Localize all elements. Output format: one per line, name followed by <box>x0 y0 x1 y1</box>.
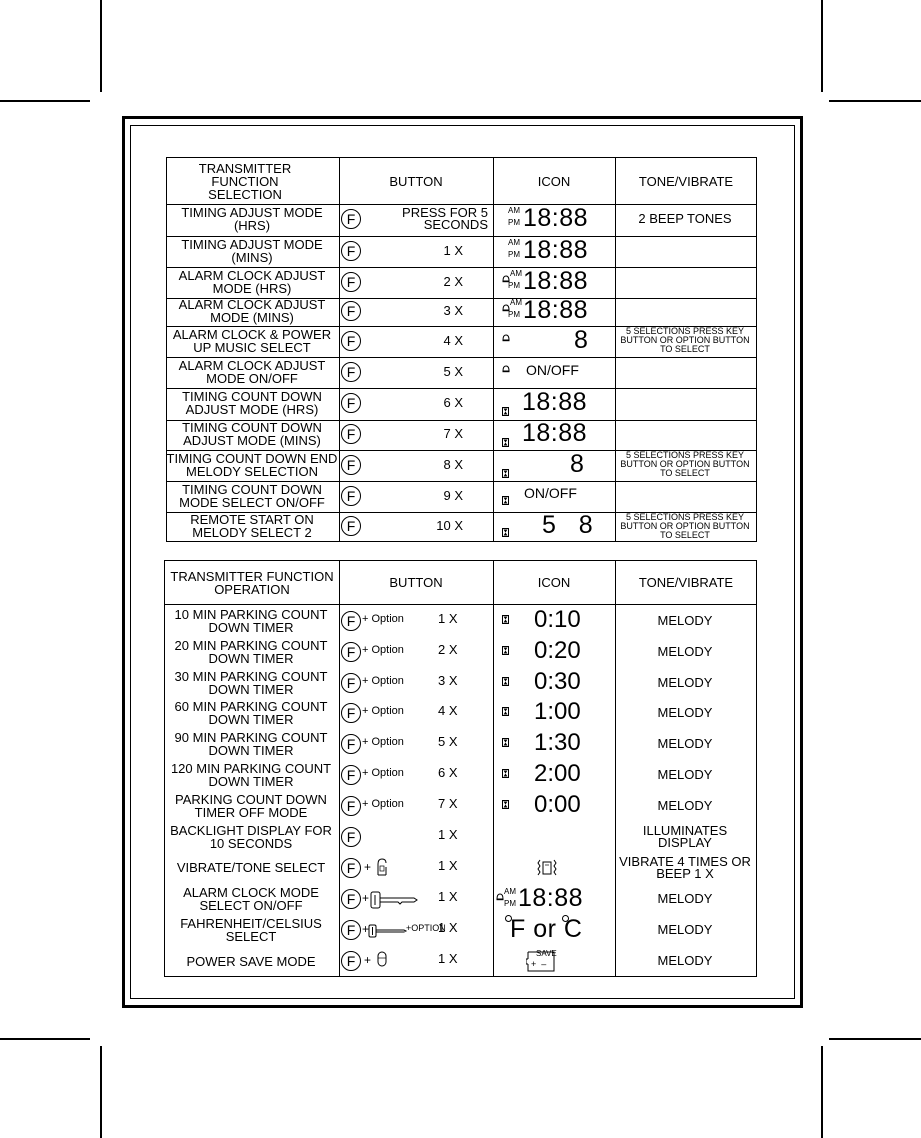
function-label: ALARM CLOCK ADJUST MODE (MINS) <box>178 297 326 325</box>
option-button-label: + Option <box>362 644 404 656</box>
option-button-label: + Option <box>362 613 404 625</box>
f-button-icon: F <box>341 642 361 662</box>
am-indicator: AM <box>510 268 522 278</box>
tone-text <box>614 419 756 449</box>
option-button-label: + Option <box>362 675 404 687</box>
hourglass-icon <box>502 642 509 651</box>
tone-text <box>614 356 756 387</box>
degree-symbol <box>505 915 512 922</box>
am-indicator: AM <box>508 237 520 247</box>
pm-indicator: PM <box>508 310 520 319</box>
function-label: PARKING COUNT DOWN TIMER OFF MODE <box>175 791 327 820</box>
header-button: BUTTON <box>389 575 443 590</box>
plus-sign: + <box>364 953 372 967</box>
f-button-icon: F <box>341 673 361 693</box>
f-button-icon: F <box>341 209 361 229</box>
digit-display: 8 <box>570 449 585 478</box>
f-button-icon: F <box>341 734 361 754</box>
plus-sign: + <box>362 921 370 936</box>
function-label: 20 MIN PARKING COUNT DOWN TIMER <box>174 638 328 666</box>
on-off-display: ON/OFF <box>526 361 579 378</box>
function-label: REMOTE START ON MELODY SELECT 2 <box>190 512 314 540</box>
press-count: 4 X <box>443 332 463 348</box>
plus-sign: + <box>364 859 372 874</box>
hourglass-icon <box>502 734 509 743</box>
digit-display: 8 <box>574 325 589 354</box>
f-button-icon: F <box>341 951 361 971</box>
header-button: BUTTON <box>389 173 443 189</box>
clock-digits: 18:88 <box>522 388 588 416</box>
alarm-bell-icon <box>502 270 510 278</box>
option-button-label: +OPTION <box>406 922 446 933</box>
clock-digits: 1:30 <box>534 728 581 756</box>
tone-text: MELODY <box>657 890 713 906</box>
press-count: 1 X <box>438 857 458 873</box>
header-icon: ICON <box>537 173 571 189</box>
hourglass-icon <box>502 434 509 443</box>
function-label: TIMING COUNT DOWN MODE SELECT ON/OFF <box>179 481 325 510</box>
tone-text: ILLUMINATES DISPLAY <box>642 822 728 850</box>
function-label: TIMING ADJUST MODE (HRS) <box>181 205 323 233</box>
clock-digits: 18:88 <box>522 419 588 447</box>
vibrate-key-icon <box>377 858 387 876</box>
f-button-icon: F <box>341 827 361 847</box>
hourglass-icon <box>502 703 509 712</box>
press-count: 1 X <box>438 826 458 842</box>
hourglass-icon <box>502 403 509 412</box>
tone-text: VIBRATE 4 TIMES OR BEEP 1 X <box>619 853 751 881</box>
hourglass-icon <box>502 673 509 682</box>
tone-text: MELODY <box>657 705 713 720</box>
f-button-icon: F <box>341 455 361 475</box>
f-button-icon: F <box>341 301 361 321</box>
hourglass-icon <box>502 765 509 774</box>
am-indicator: AM <box>510 298 522 307</box>
f-button-icon: F <box>341 703 361 723</box>
f-button-icon: F <box>341 516 361 536</box>
tone-text: MELODY <box>657 921 713 937</box>
alarm-bell-icon <box>502 299 510 307</box>
header-function: TRANSMITTER FUNCTION OPERATION <box>170 568 334 597</box>
function-label: TIMING ADJUST MODE (MINS) <box>181 236 323 265</box>
pm-indicator: PM <box>508 218 520 227</box>
f-button-icon: F <box>341 331 361 351</box>
press-count: 4 X <box>438 703 458 718</box>
temperature-unit-display: F or C <box>510 914 583 943</box>
function-label: 30 MIN PARKING COUNT DOWN TIMER <box>174 669 328 697</box>
save-label: SAVE <box>536 949 557 958</box>
function-label: FAHRENHEIT/CELSIUS SELECT <box>180 915 322 944</box>
tone-text: MELODY <box>657 613 713 628</box>
on-off-display: ON/OFF <box>524 484 577 501</box>
tone-text <box>614 297 756 325</box>
clock-digits: 18:88 <box>523 296 589 324</box>
function-label: ALARM CLOCK ADJUST MODE ON/OFF <box>178 357 326 386</box>
f-button-icon: F <box>341 486 361 506</box>
clock-digits: 2:00 <box>534 759 581 787</box>
tone-text: MELODY <box>657 953 713 968</box>
tone-text <box>614 480 756 511</box>
clock-digits: 18:88 <box>523 235 589 264</box>
f-button-icon: F <box>341 920 361 940</box>
clock-digits: 0:00 <box>534 790 581 818</box>
f-button-icon: F <box>341 858 361 878</box>
option-button-label: + Option <box>362 766 404 779</box>
f-button-icon: F <box>341 393 361 413</box>
tone-text: MELODY <box>657 766 713 782</box>
press-count: 2 X <box>443 273 463 289</box>
press-count: 1 X <box>438 919 458 935</box>
f-button-icon: F <box>341 362 361 382</box>
clock-digits: 0:10 <box>534 606 581 633</box>
header-icon: ICON <box>537 575 571 590</box>
press-count: 10 X <box>436 518 463 533</box>
function-label: TIMING COUNT DOWN END MELODY SELECTION <box>166 450 338 479</box>
press-count: 7 X <box>438 795 458 811</box>
pm-indicator: PM <box>508 249 520 259</box>
function-label: VIBRATE/TONE SELECT <box>176 860 326 875</box>
vibrate-icon <box>536 858 558 878</box>
alarm-bell-icon <box>502 360 510 368</box>
pm-indicator: PM <box>508 280 520 290</box>
press-count: 5 X <box>438 733 458 749</box>
clock-digits: 18:88 <box>523 266 589 295</box>
option-button-label: + Option <box>362 705 404 717</box>
tone-text <box>614 387 756 419</box>
save-signs: + – <box>531 959 547 969</box>
tone-text: MELODY <box>657 797 713 813</box>
clock-digits: 0:20 <box>534 637 581 664</box>
press-count: 9 X <box>443 487 463 503</box>
press-count: 1 X <box>443 242 463 258</box>
f-button-icon: F <box>341 424 361 444</box>
tone-text: 5 SELECTIONS PRESS KEY BUTTON OR OPTION BUTTON TO SELECT <box>620 511 750 540</box>
f-button-icon: F <box>341 272 361 292</box>
function-label: 60 MIN PARKING COUNT DOWN TIMER <box>174 699 328 727</box>
press-count: PRESS FOR 5 SECONDS <box>402 205 488 232</box>
press-count: 5 X <box>443 363 463 379</box>
plus-sign: + <box>362 890 370 905</box>
f-button-icon: F <box>341 765 361 785</box>
tone-text: 2 BEEP TONES <box>638 211 732 226</box>
save-key-icon <box>377 951 387 969</box>
tone-text <box>614 235 756 266</box>
digit-display: 5 8 <box>542 511 594 539</box>
function-label: BACKLIGHT DISPLAY FOR 10 SECONDS <box>170 822 332 851</box>
hourglass-icon <box>502 611 509 620</box>
option-button-label: + Option <box>362 735 404 748</box>
degree-symbol <box>562 915 569 922</box>
alarm-bell-icon <box>502 329 510 337</box>
function-label: 90 MIN PARKING COUNT DOWN TIMER <box>174 729 328 758</box>
press-count: 3 X <box>443 303 463 318</box>
am-indicator: AM <box>504 886 516 896</box>
pm-indicator: PM <box>504 898 516 908</box>
key-icon <box>370 891 420 909</box>
press-count: 6 X <box>438 764 458 780</box>
press-count: 2 X <box>438 642 458 657</box>
tone-text: MELODY <box>657 735 713 751</box>
f-button-icon: F <box>341 889 361 909</box>
f-button-icon: F <box>341 241 361 261</box>
press-count: 3 X <box>438 673 458 688</box>
tone-text: 5 SELECTIONS PRESS KEY BUTTON OR OPTION BUTTON TO SELECT <box>620 326 750 354</box>
tone-text: MELODY <box>657 644 713 659</box>
press-count: 7 X <box>443 426 463 441</box>
tone-text <box>614 266 756 297</box>
option-button-label: + Option <box>362 797 404 810</box>
alarm-bell-icon <box>496 888 504 896</box>
hourglass-icon <box>502 492 509 501</box>
header-tone: TONE/VIBRATE <box>638 575 734 590</box>
press-count: 1 X <box>438 611 458 626</box>
f-button-icon: F <box>341 611 361 631</box>
clock-digits: 18:88 <box>518 883 584 912</box>
function-label: TIMING COUNT DOWN ADJUST MODE (HRS) <box>182 389 322 417</box>
hourglass-icon <box>502 796 509 805</box>
header-function: TRANSMITTER FUNCTION SELECTION <box>198 160 292 202</box>
clock-digits: 0:30 <box>534 668 581 695</box>
function-label: 10 MIN PARKING COUNT DOWN TIMER <box>174 607 328 635</box>
hourglass-icon <box>502 524 509 533</box>
key-icon <box>368 924 408 938</box>
f-button-icon: F <box>341 796 361 816</box>
press-count: 1 X <box>438 951 458 966</box>
am-indicator: AM <box>508 206 520 215</box>
hourglass-icon <box>502 465 509 474</box>
tone-text: 5 SELECTIONS PRESS KEY BUTTON OR OPTION BUTTON TO SELECT <box>620 450 750 478</box>
clock-digits: 1:00 <box>534 698 581 725</box>
function-label: ALARM CLOCK ADJUST MODE (HRS) <box>178 267 326 296</box>
function-label: TIMING COUNT DOWN ADJUST MODE (MINS) <box>182 420 322 448</box>
press-count: 6 X <box>443 395 463 410</box>
clock-digits: 18:88 <box>523 204 589 232</box>
press-count: 8 X <box>443 456 463 472</box>
function-label: 120 MIN PARKING COUNT DOWN TIMER <box>170 760 332 789</box>
press-count: 1 X <box>438 888 458 904</box>
function-label: ALARM CLOCK MODE SELECT ON/OFF <box>183 884 319 913</box>
function-label: ALARM CLOCK & POWER UP MUSIC SELECT <box>172 326 332 355</box>
function-label: POWER SAVE MODE <box>186 953 316 969</box>
header-tone: TONE/VIBRATE <box>638 173 734 189</box>
tone-text: MELODY <box>657 675 713 690</box>
